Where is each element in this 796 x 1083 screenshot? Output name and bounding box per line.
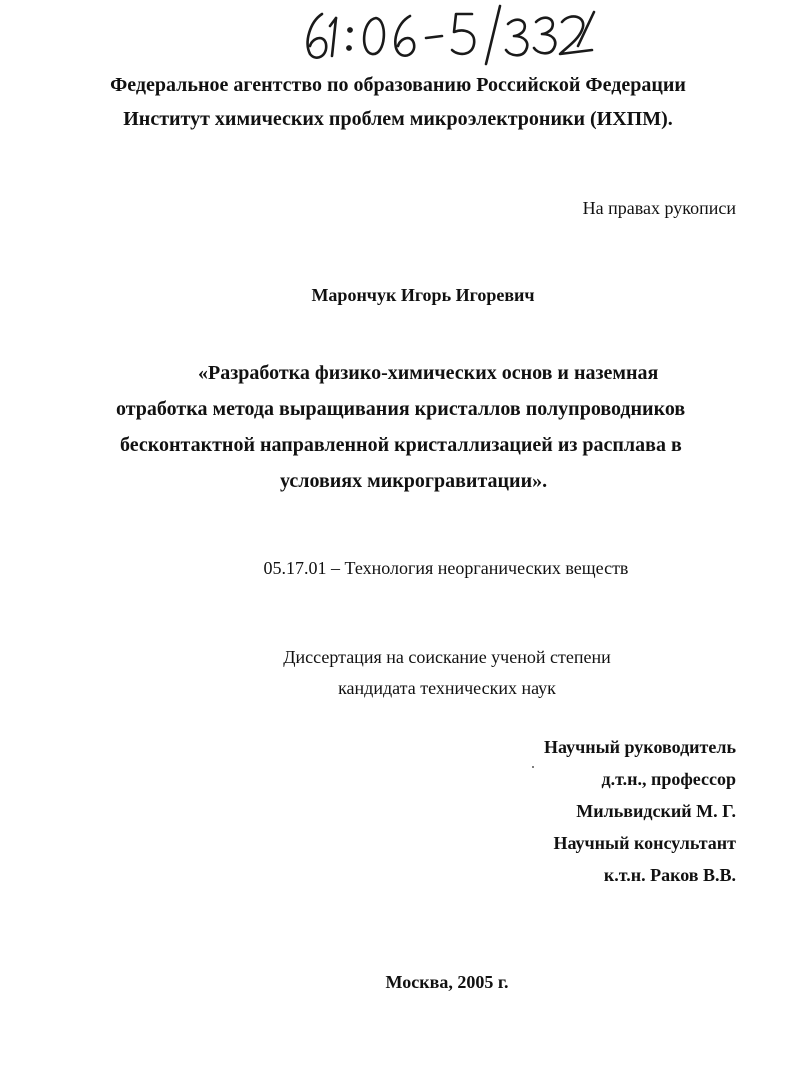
supervisor-role: Научный руководитель <box>544 737 736 757</box>
title-line: отработка метода выращивания кристаллов полупроводников <box>116 398 686 420</box>
consultant-role: Научный консультант <box>553 833 736 853</box>
title-line: бесконтактной направленной кристаллизацией из расплава в <box>120 434 682 456</box>
supervisor-name: Мильвидский М. Г. <box>576 801 736 821</box>
specialty-code: 05.17.01 – Технология неорганических веществ <box>263 558 629 578</box>
institute-name: Институт химических проблем микроэлектроники (ИХПМ). <box>123 108 673 130</box>
author-name: Марончук Игорь Игоревич <box>311 285 535 305</box>
agency-name: Федеральное агентство по образованию Российской Федерации <box>110 74 686 96</box>
degree-statement <box>0 642 796 704</box>
institution-header <box>0 68 796 136</box>
rights-note: На правах рукописи <box>582 198 736 218</box>
handwritten-archive-number <box>296 2 596 66</box>
degree-line: Диссертация на соискание ученой степени <box>283 647 611 667</box>
supervisor-rank: д.т.н., профессор <box>601 769 736 789</box>
scan-speck <box>532 766 534 768</box>
degree-line: кандидата технических наук <box>338 678 556 698</box>
consultant-name: к.т.н. Раков В.В. <box>603 865 736 885</box>
title-line: «Разработка физико-химических основ и наземная <box>198 362 659 384</box>
handwritten-archive-number-image <box>296 2 596 66</box>
dissertation-title <box>0 355 796 499</box>
supervisors-block <box>544 731 736 891</box>
title-line: условиях микрогравитации». <box>280 470 548 492</box>
city-year: Москва, 2005 г. <box>385 972 509 992</box>
